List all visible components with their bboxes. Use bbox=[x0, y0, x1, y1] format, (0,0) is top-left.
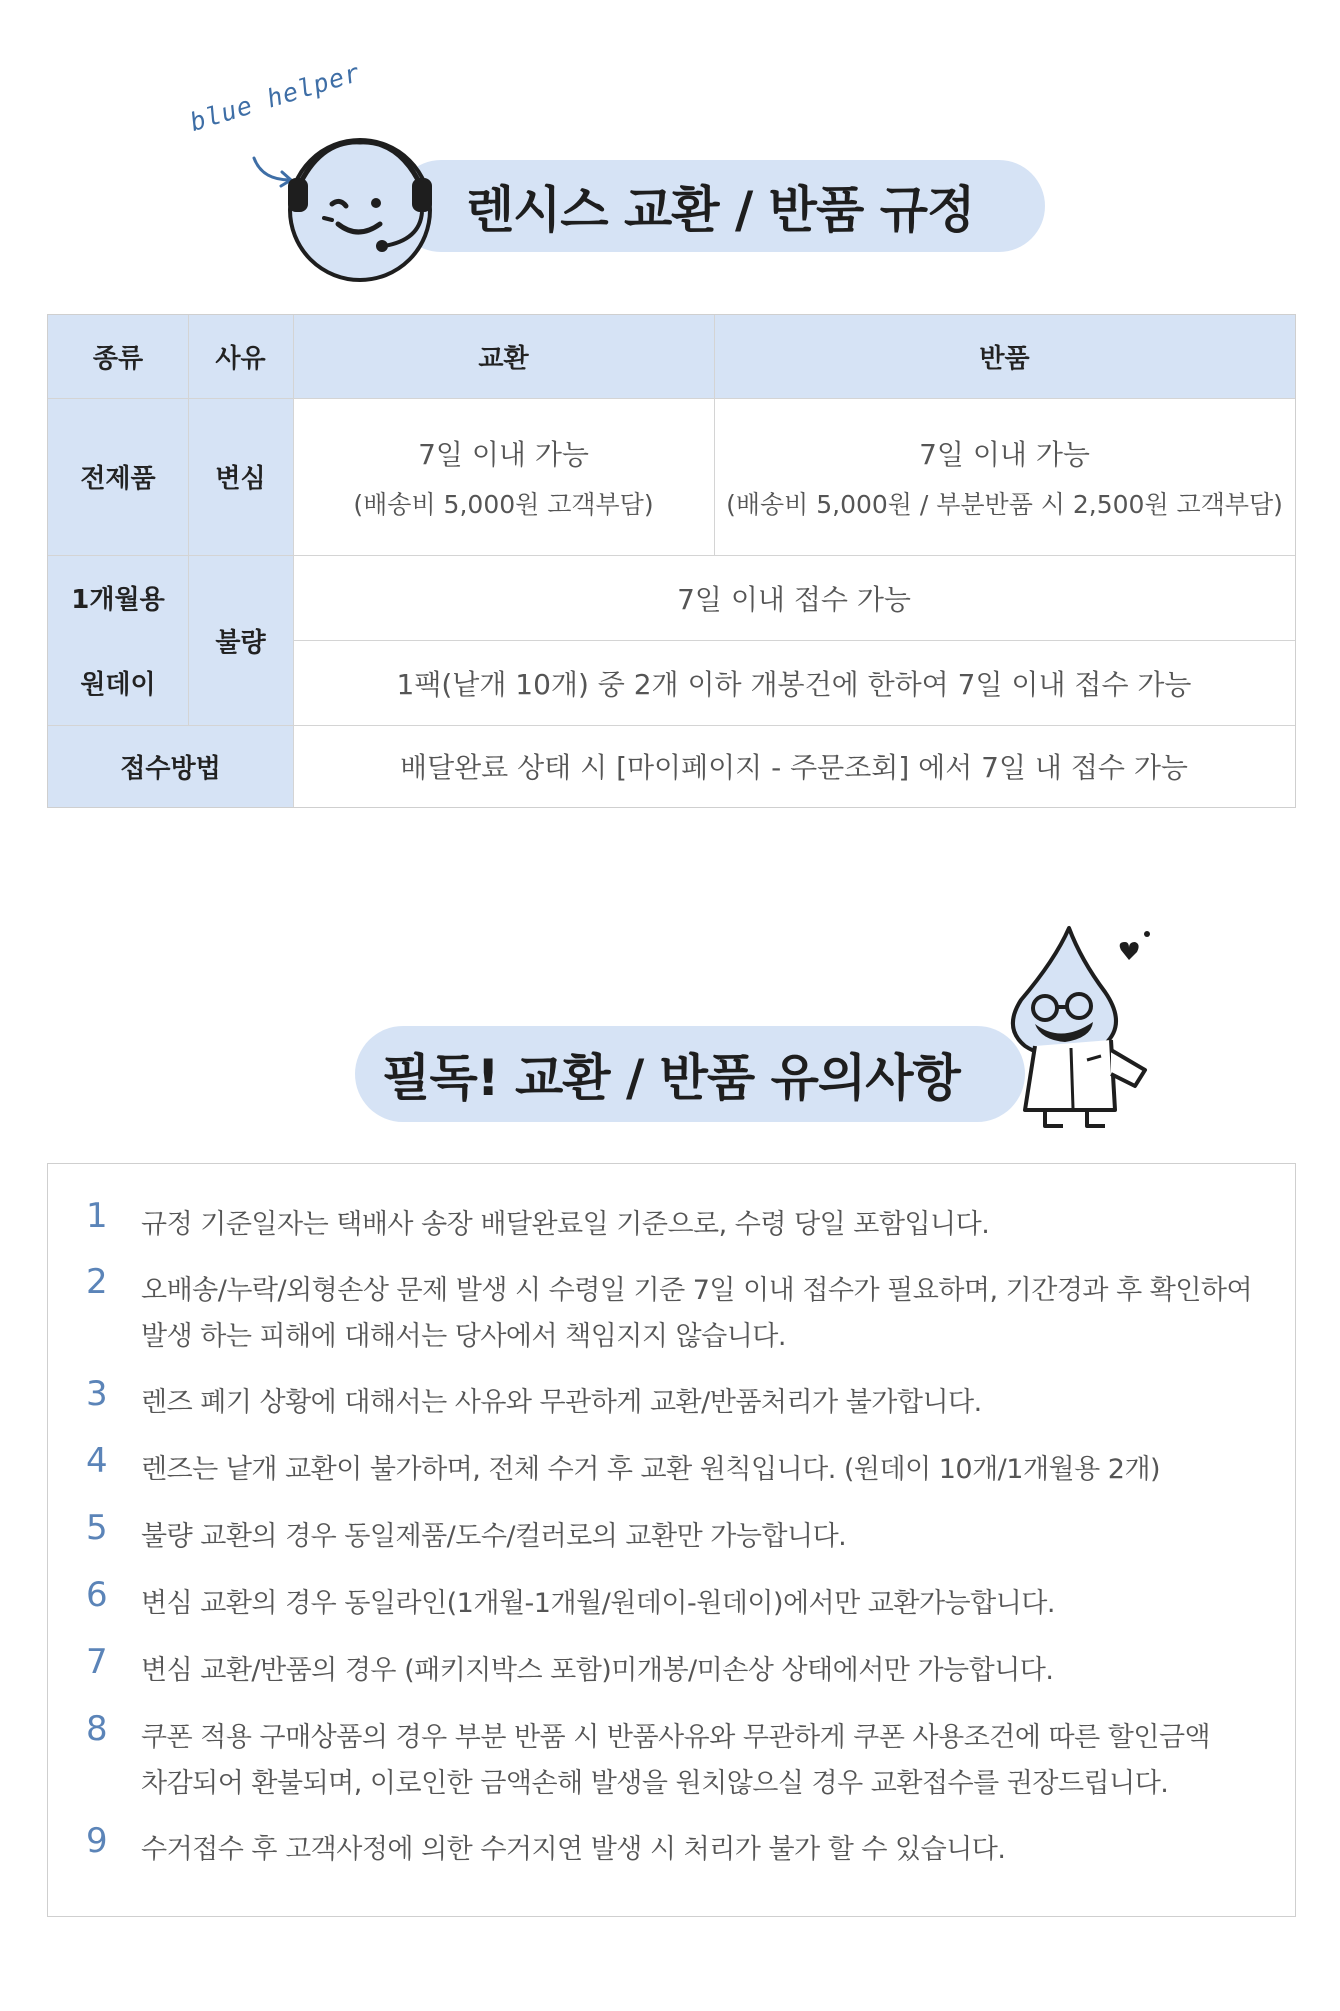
notice-list bbox=[47, 1163, 1296, 1917]
table-divider bbox=[48, 555, 1295, 556]
notice-title: 필독! 교환 / 반품 유의사항 bbox=[382, 1049, 960, 1107]
item-number: 9 bbox=[86, 1821, 108, 1861]
policy-table bbox=[47, 314, 1296, 808]
reason-defect: 불량 bbox=[188, 555, 293, 725]
item-text: 렌즈 폐기 상황에 대해서는 사유와 무관하게 교환/반품처리가 불가합니다. bbox=[141, 1387, 982, 1418]
table-divider bbox=[293, 640, 1295, 641]
page-title: 렌시스 교환 / 반품 규정 bbox=[465, 181, 975, 239]
item-text: 변심 교환/반품의 경우 (패키지박스 포함)미개봉/미손상 상태에서만 가능합니다. bbox=[141, 1655, 1054, 1686]
item-number: 7 bbox=[86, 1642, 108, 1682]
item-number: 6 bbox=[86, 1575, 108, 1615]
type-method: 접수방법 bbox=[48, 725, 293, 807]
item-number: 4 bbox=[86, 1441, 108, 1481]
table-divider bbox=[188, 315, 189, 725]
table-divider bbox=[293, 315, 294, 807]
drop-mascot-icon bbox=[995, 920, 1175, 1140]
item-number: 5 bbox=[86, 1508, 108, 1548]
return-policy-cell bbox=[714, 398, 1295, 555]
item-text: 수거접수 후 고객사정에 의한 수거지연 발생 시 처리가 불가 할 수 있습니다. bbox=[141, 1834, 1006, 1865]
header-type: 종류 bbox=[48, 315, 188, 398]
item-text: 규정 기준일자는 택배사 송장 배달완료일 기준으로, 수령 당일 포함입니다. bbox=[141, 1209, 990, 1240]
header-exchange: 교환 bbox=[293, 315, 714, 398]
exchange-sub-text: (배송비 5,000원 고객부담) bbox=[353, 489, 654, 519]
item-text: 쿠폰 적용 구매상품의 경우 부분 반품 시 반품사유와 무관하게 쿠폰 사용조건에 따른 할인금액 차감되어 환불되며, 이로인한 금액손해 발생을 원치않으실 경우 교환접수를 권장드립니다. bbox=[141, 1722, 1211, 1799]
exchange-main-text: 7일 이내 가능 bbox=[418, 437, 589, 471]
item-number: 2 bbox=[86, 1262, 108, 1302]
item-number: 8 bbox=[86, 1709, 108, 1749]
header-return: 반품 bbox=[714, 315, 1295, 398]
reason-change-of-mind: 변심 bbox=[188, 398, 293, 555]
table-divider bbox=[48, 725, 1295, 726]
exchange-policy-cell bbox=[293, 398, 714, 555]
monthly-policy-cell: 7일 이내 접수 가능 bbox=[293, 555, 1295, 640]
item-text: 오배송/누락/외형손상 문제 발생 시 수령일 기준 7일 이내 접수가 필요하며, 기간경과 후 확인하여 발생 하는 피해에 대해서는 당사에서 책임지지 않습니다. bbox=[141, 1275, 1253, 1352]
type-all-products: 전제품 bbox=[48, 398, 188, 555]
oneday-policy-cell: 1팩(낱개 10개) 중 2개 이하 개봉건에 한하여 7일 이내 접수 가능 bbox=[293, 640, 1295, 725]
item-number: 3 bbox=[86, 1374, 108, 1414]
method-policy-cell: 배달완료 상태 시 [마이페이지 - 주문조회] 에서 7일 내 접수 가능 bbox=[293, 725, 1295, 807]
type-oneday: 원데이 bbox=[48, 640, 188, 725]
return-sub-text: (배송비 5,000원 / 부분반품 시 2,500원 고객부담) bbox=[726, 489, 1283, 519]
table-divider bbox=[714, 315, 715, 555]
item-text: 변심 교환의 경우 동일라인(1개월-1개월/원데이-원데이)에서만 교환가능합니다. bbox=[141, 1588, 1055, 1619]
item-text: 불량 교환의 경우 동일제품/도수/컬러로의 교환만 가능합니다. bbox=[141, 1521, 847, 1552]
helper-mascot-icon bbox=[280, 128, 440, 288]
return-main-text: 7일 이내 가능 bbox=[919, 437, 1090, 471]
type-monthly: 1개월용 bbox=[48, 555, 188, 640]
item-text: 렌즈는 낱개 교환이 불가하며, 전체 수거 후 교환 원칙입니다. (원데이 10개/1개월용 2개) bbox=[141, 1454, 1161, 1485]
table-divider bbox=[48, 398, 1295, 399]
item-number: 1 bbox=[86, 1196, 108, 1236]
header-reason: 사유 bbox=[188, 315, 293, 398]
blue-helper-badge: blue helper bbox=[186, 57, 364, 137]
